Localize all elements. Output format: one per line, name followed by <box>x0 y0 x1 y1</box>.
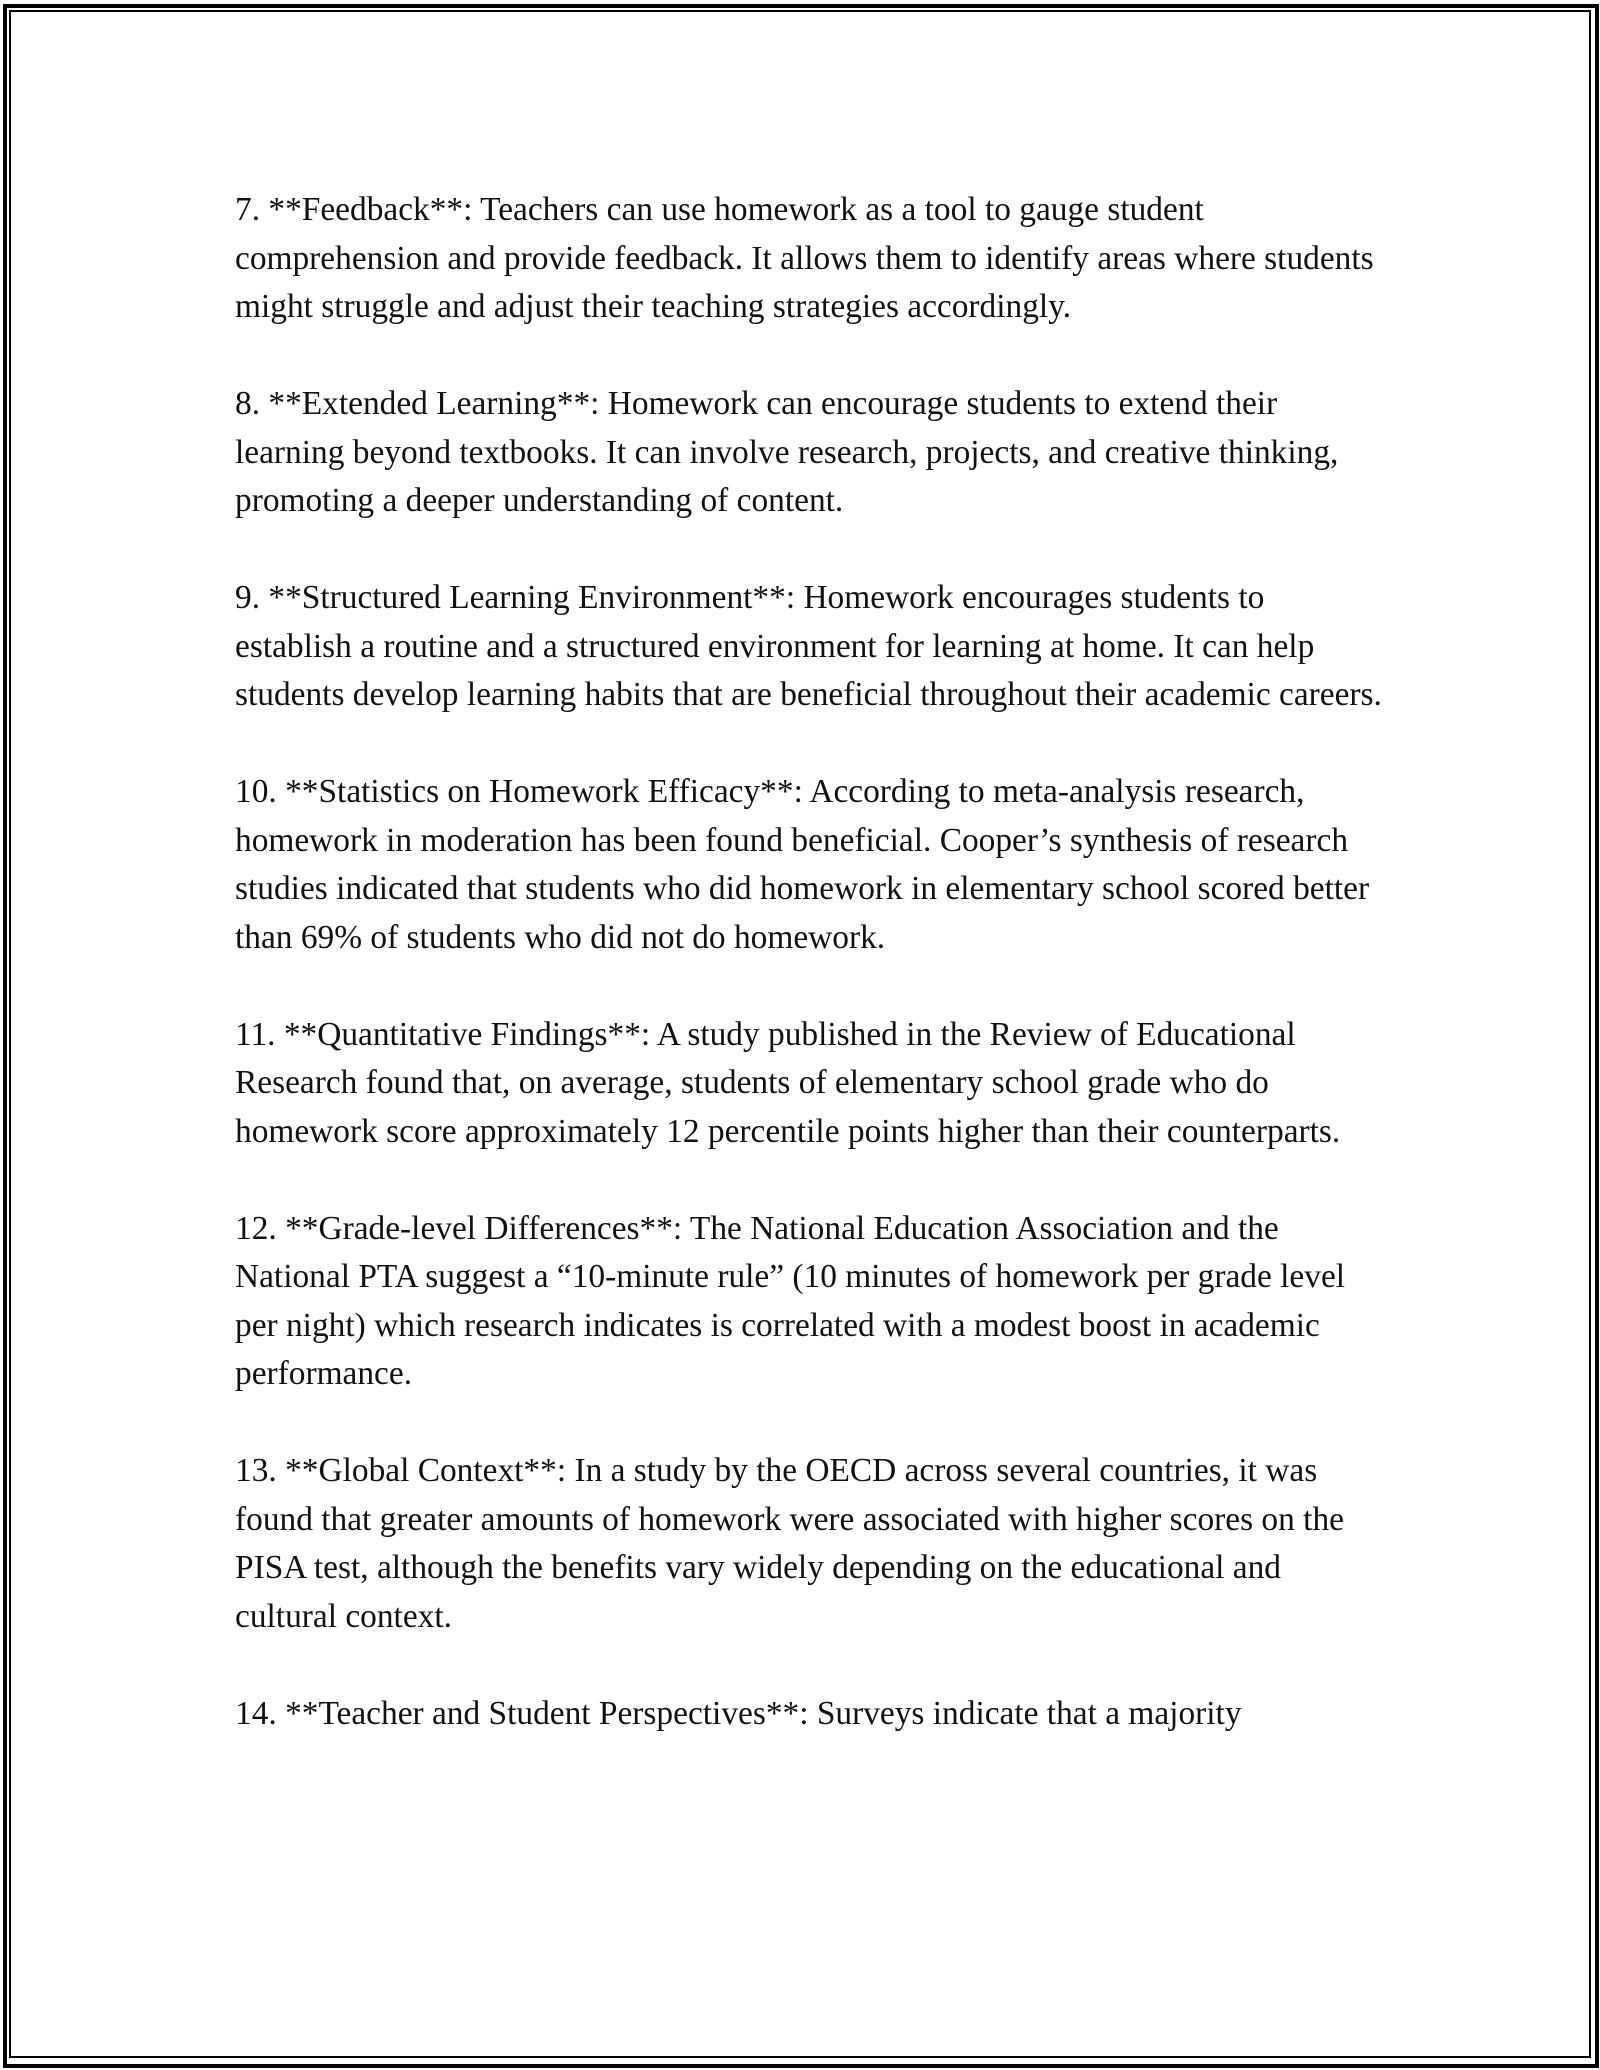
paragraph-statistics-homework-efficacy: 10. **Statistics on Homework Efficacy**: According to meta-analysis research, homework in moderation has been found beneficial. Cooper’s synthesis of research studies indicated that students who did homework in elementary school scored better than 69% of students who did not do homework. <box>235 773 1370 956</box>
paragraph-structured-learning-environment: 9. **Structured Learning Environment**: Homework encourages students to establish a routine and a structured environment for learning at home. It can help students develop learning habits that are beneficial throughout their academic careers. <box>235 579 1382 713</box>
paragraph-global-context: 13. **Global Context**: In a study by the OECD across several countries, it was found that greater amounts of homework were associated with higher scores on the PISA test, although the benefits vary widely depending on the educational and cultural context. <box>235 1452 1344 1635</box>
paragraph-extended-learning: 8. **Extended Learning**: Homework can encourage students to extend their learning beyond textbooks. It can involve research, projects, and creative thinking, promoting a deeper understanding of content. <box>235 385 1339 519</box>
paragraph-grade-level-differences: 12. **Grade-level Differences**: The National Education Association and the National PTA suggest a “10-minute rule” (10 minutes of homework per grade level per night) which research indicates is correlated with a modest boost in academic performance. <box>235 1209 1346 1392</box>
paragraph-teacher-student-perspectives: 14. **Teacher and Student Perspectives**: Surveys indicate that a majority <box>235 1694 1242 1732</box>
paragraph-feedback: 7. **Feedback**: Teachers can use homework as a tool to gauge student comprehension and provide feedback. It allows them to identify areas where students might struggle and adjust their teaching strategies accordingly. <box>235 191 1374 325</box>
document-body <box>235 186 1385 1787</box>
paragraph-quantitative-findings: 11. **Quantitative Findings**: A study published in the Review of Educational Research found that, on average, students of elementary school grade who do homework score approximately 12 percentile points higher than their counterparts. <box>235 1015 1341 1150</box>
